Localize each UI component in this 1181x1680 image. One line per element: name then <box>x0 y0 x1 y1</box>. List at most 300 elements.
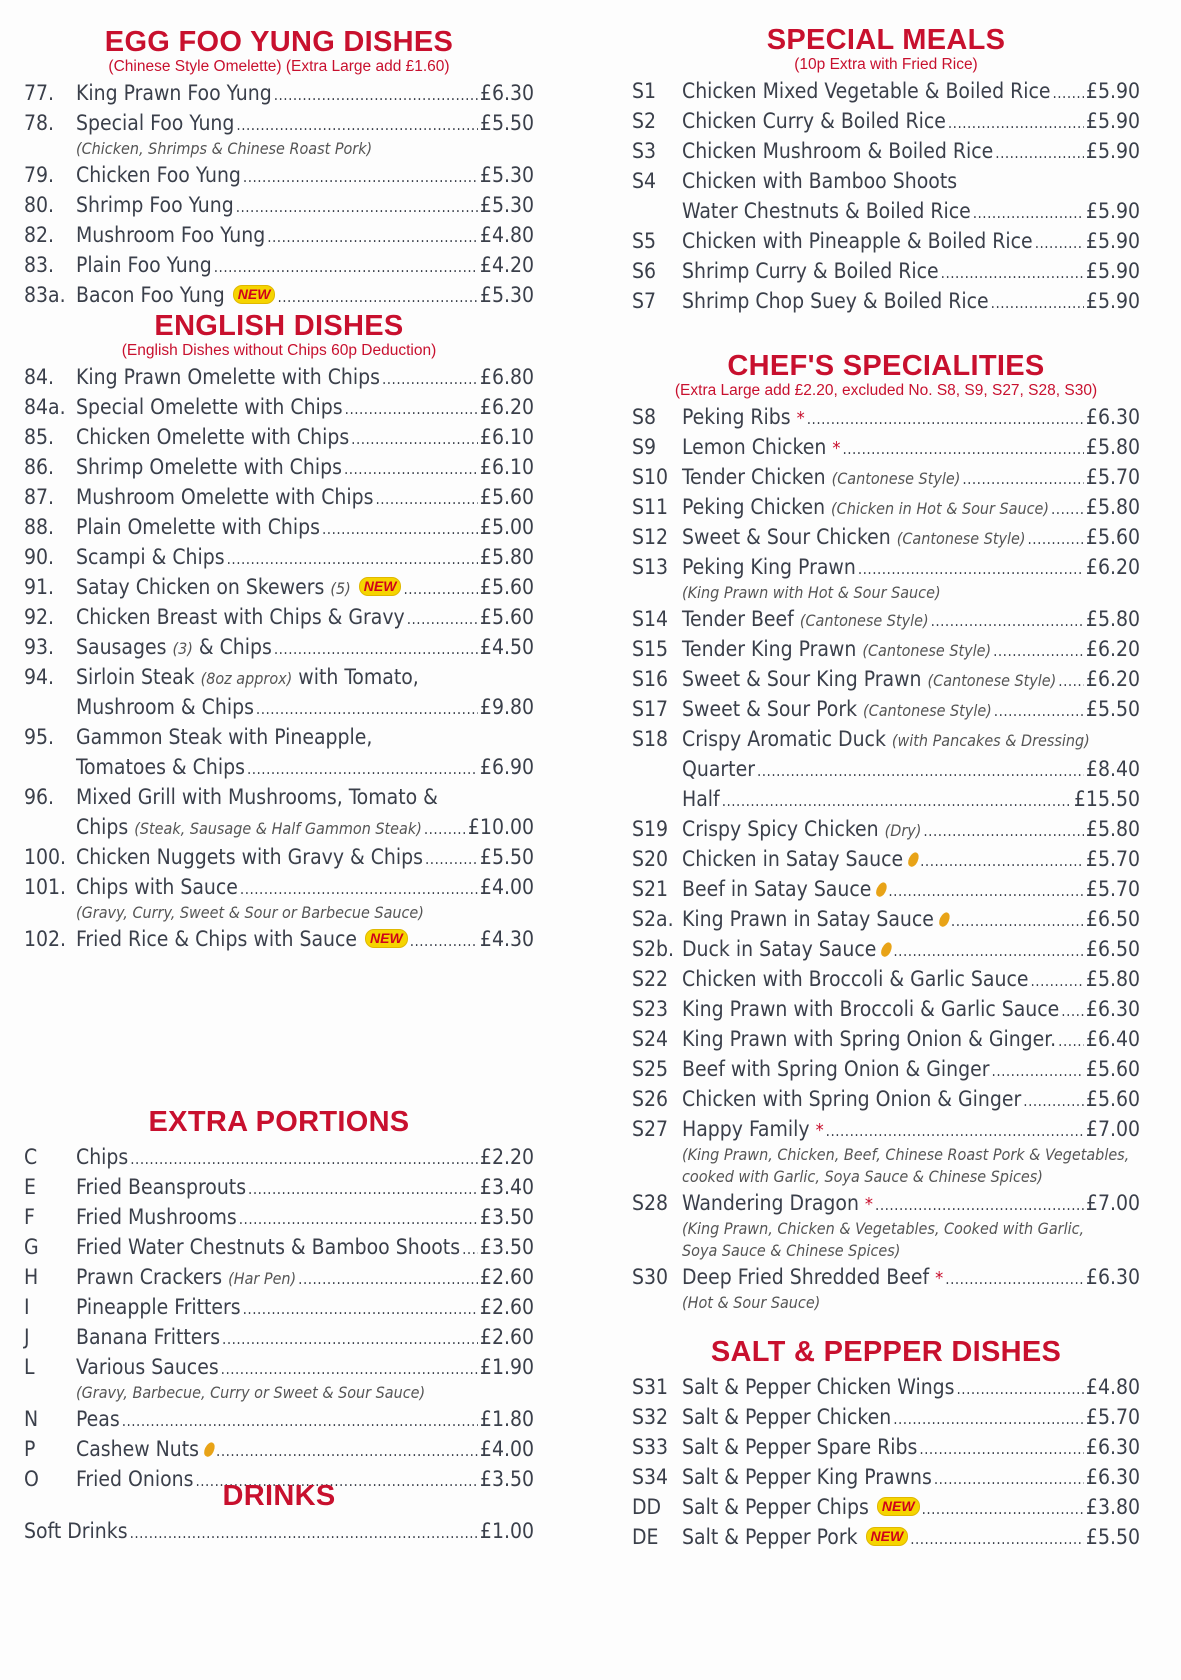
item-inline-note: (Chicken in Hot & Sour Sauce) <box>831 499 1050 518</box>
item-name <box>76 1172 246 1202</box>
item-name <box>682 522 1026 554</box>
menu-row <box>24 1232 534 1262</box>
item-price: £5.70 <box>1085 877 1140 901</box>
leader-dots <box>344 452 478 484</box>
menu-row-continued <box>24 692 534 722</box>
leader-dots <box>247 752 478 784</box>
leader-dots <box>994 694 1084 726</box>
item-inline-note: (Cantonese Style) <box>927 671 1057 690</box>
item-code: 78. <box>24 111 55 135</box>
item-name-text: Chicken Foo Yung <box>76 163 241 187</box>
item-code: S3 <box>632 139 657 163</box>
item-price: £6.10 <box>479 425 534 449</box>
item-name <box>76 722 372 752</box>
menu-item <box>632 522 1140 552</box>
menu-row <box>24 1172 534 1202</box>
item-code: S5 <box>632 229 657 253</box>
item-name <box>682 1462 932 1492</box>
leader-dots <box>267 220 478 252</box>
item-name-text: King Prawn with Broccoli & Garlic Sauce <box>682 997 1060 1021</box>
menu-item <box>632 106 1140 136</box>
item-code: S2b. <box>632 937 675 961</box>
menu-item <box>632 814 1140 844</box>
item-name-text: Gammon Steak with Pineapple, <box>76 725 373 749</box>
item-name-text: Special Foo Yung <box>76 111 235 135</box>
menu-item <box>632 664 1140 694</box>
item-name <box>76 924 408 954</box>
menu-row <box>632 694 1140 724</box>
menu-item <box>24 1516 534 1546</box>
item-name-text: Wandering Dragon <box>682 1191 859 1215</box>
item-name-text: Chicken with Broccoli & Garlic Sauce <box>682 967 1029 991</box>
peanut-icon <box>202 1441 216 1458</box>
menu-row <box>24 632 534 662</box>
item-price: £5.90 <box>1085 229 1140 253</box>
menu-row <box>632 1054 1140 1084</box>
section-title: EXTRA PORTIONS <box>148 1106 410 1138</box>
section-english-dishes <box>24 310 534 954</box>
item-description: (King Prawn, Chicken & Vegetables, Cooked with Garlic, <box>682 1219 1085 1238</box>
item-price: £5.30 <box>479 283 534 307</box>
menu-row <box>24 1352 534 1382</box>
menu-row <box>24 512 534 542</box>
item-name <box>76 78 272 108</box>
menu-item <box>24 452 534 482</box>
item-code: 83a. <box>24 283 66 307</box>
item-name-text: Chicken Curry & Boiled Rice <box>682 109 946 133</box>
leader-dots <box>239 1202 478 1234</box>
item-name-text: Beef with Spring Onion & Ginger <box>682 1057 990 1081</box>
item-code: J <box>24 1325 30 1349</box>
section-salt-pepper <box>632 1336 1140 1552</box>
section-chefs-specialities <box>632 350 1140 1314</box>
item-code: S7 <box>632 289 657 313</box>
menu-row <box>632 1024 1140 1054</box>
menu-row <box>24 602 534 632</box>
menu-item <box>632 256 1140 286</box>
menu-row <box>24 220 534 250</box>
menu-item <box>632 1432 1140 1462</box>
item-code: P <box>24 1437 36 1461</box>
item-inline-note: (Cantonese Style) <box>863 701 992 720</box>
leader-dots <box>923 814 1084 846</box>
item-price: £10.00 <box>467 815 534 839</box>
item-name-text: Various Sauces <box>76 1355 219 1379</box>
menu-row <box>632 76 1140 106</box>
item-code: S14 <box>632 607 669 631</box>
item-code: S32 <box>632 1405 669 1429</box>
item-description: cooked with Garlic, Soya Sauce & Chinese Spices) <box>682 1167 1043 1186</box>
item-name <box>76 662 419 694</box>
menu-row <box>24 482 534 512</box>
menu-item <box>24 1142 534 1172</box>
leader-dots <box>1058 1024 1084 1056</box>
item-name <box>682 166 957 196</box>
item-name-text: Fried Mushrooms <box>76 1205 237 1229</box>
item-price: £6.10 <box>479 455 534 479</box>
item-name <box>682 1114 824 1146</box>
menu-item <box>24 190 534 220</box>
item-name <box>76 632 272 664</box>
leader-dots <box>375 482 477 514</box>
item-code: O <box>24 1467 39 1491</box>
menu-row <box>24 452 534 482</box>
item-price: £6.90 <box>479 755 534 779</box>
item-name-text: Pineapple Fritters <box>76 1295 241 1319</box>
item-code: DD <box>632 1495 662 1519</box>
item-price: £6.30 <box>1085 1265 1140 1289</box>
item-price: £6.40 <box>1085 1027 1140 1051</box>
section-subtitle: (Extra Large add £2.20, excluded No. S8, S9, S27, S28, S30) <box>674 382 1098 399</box>
item-name <box>682 724 1090 756</box>
leader-dots <box>1051 492 1084 524</box>
menu-item <box>24 662 534 722</box>
item-price: £2.60 <box>479 1295 534 1319</box>
item-code: S13 <box>632 555 669 579</box>
menu-row <box>632 904 1140 934</box>
item-price: £6.50 <box>1085 907 1140 931</box>
asterisk-mark: * <box>935 1268 944 1289</box>
menu-row <box>632 874 1140 904</box>
item-name <box>76 1352 219 1382</box>
item-price: £2.60 <box>479 1265 534 1289</box>
menu-row <box>24 250 534 280</box>
item-name <box>682 1084 1021 1114</box>
menu-row <box>632 724 1140 754</box>
menu-item <box>632 286 1140 316</box>
item-name-text: Chicken Omelette with Chips <box>76 425 350 449</box>
menu-item <box>632 1492 1140 1522</box>
item-name-text: Crispy Spicy Chicken <box>682 817 879 841</box>
item-name <box>682 1024 1056 1054</box>
leader-dots <box>1028 522 1084 554</box>
menu-item <box>632 1024 1140 1054</box>
item-code: 102. <box>24 927 67 951</box>
leader-dots <box>462 1232 478 1264</box>
item-code: S17 <box>632 697 669 721</box>
leader-dots <box>322 512 478 544</box>
section-title: CHEF'S SPECIALITIES <box>727 350 1045 382</box>
item-name-text: Salt & Pepper King Prawns <box>682 1465 932 1489</box>
item-code: S8 <box>632 405 657 429</box>
item-name <box>682 874 886 904</box>
menu-item <box>632 634 1140 664</box>
item-price: £3.50 <box>479 1205 534 1229</box>
item-code: 101. <box>24 875 67 899</box>
item-name <box>682 814 921 846</box>
leader-dots <box>277 280 477 312</box>
menu-row <box>24 160 534 190</box>
menu-row <box>632 256 1140 286</box>
item-code: S2a. <box>632 907 674 931</box>
menu-item <box>24 220 534 250</box>
item-code: 91. <box>24 575 55 599</box>
leader-dots <box>130 1142 478 1174</box>
item-price: £5.50 <box>479 111 534 135</box>
item-inline-note: (with Pancakes & Dressing) <box>891 731 1090 750</box>
item-name-text: Happy Family <box>682 1117 810 1141</box>
item-name-text: Sweet & Sour Chicken <box>682 525 891 549</box>
item-price: £6.20 <box>1085 637 1140 661</box>
item-price: £5.80 <box>1085 967 1140 991</box>
leader-dots <box>722 784 1072 816</box>
menu-row <box>632 432 1140 462</box>
item-name <box>682 664 1056 696</box>
item-price: £5.90 <box>1085 139 1140 163</box>
menu-row <box>24 872 534 902</box>
menu-item <box>24 542 534 572</box>
item-price: £5.70 <box>1085 1405 1140 1429</box>
item-code: L <box>24 1355 35 1379</box>
section-subtitle: (English Dishes without Chips 60p Deduction) <box>121 342 437 359</box>
menu-item <box>24 482 534 512</box>
item-name-text: Tender King Prawn <box>682 637 857 661</box>
item-name <box>76 220 265 250</box>
item-name-text: Chicken Nuggets with Gravy & Chips <box>76 845 423 869</box>
item-name-text: Shrimp Foo Yung <box>76 193 234 217</box>
item-code: S16 <box>632 667 669 691</box>
menu-row <box>24 1202 534 1232</box>
menu-item <box>24 1202 534 1232</box>
item-name-text: Lemon Chicken <box>682 435 827 459</box>
item-name <box>682 552 856 582</box>
menu-item <box>24 1352 534 1404</box>
item-price: £6.20 <box>479 395 534 419</box>
leader-dots <box>1023 1084 1084 1116</box>
item-inline-note: (Cantonese Style) <box>799 611 929 630</box>
item-name-text: Chicken with Pineapple & Boiled Rice <box>682 229 1033 253</box>
item-inline-note: (Cantonese Style) <box>862 641 992 660</box>
item-name-text: Sirloin Steak <box>76 665 195 689</box>
item-price: £5.80 <box>1085 435 1140 459</box>
leader-dots <box>995 136 1084 168</box>
item-price: £5.60 <box>479 605 534 629</box>
item-code: 85. <box>24 425 55 449</box>
item-code: DE <box>632 1525 659 1549</box>
item-code: S9 <box>632 435 657 459</box>
leader-dots <box>842 432 1083 464</box>
asterisk-mark: * <box>864 1194 874 1215</box>
leader-dots <box>919 1432 1084 1464</box>
menu-item <box>24 362 534 392</box>
item-name <box>76 392 343 422</box>
item-name <box>682 694 992 726</box>
menu-row <box>24 392 534 422</box>
leader-dots <box>875 1188 1084 1220</box>
item-name-text: Salt & Pepper Chicken <box>682 1405 892 1429</box>
item-name <box>76 362 380 392</box>
leader-dots <box>962 462 1084 494</box>
item-price: £5.70 <box>1085 465 1140 489</box>
item-code: 82. <box>24 223 55 247</box>
section-drinks <box>24 1480 534 1546</box>
item-inline-note: (5) <box>330 579 351 598</box>
leader-dots <box>1035 226 1084 258</box>
item-name-text: Salt & Pepper Chicken Wings <box>682 1375 955 1399</box>
item-price: £6.50 <box>1085 937 1140 961</box>
item-name <box>76 872 238 902</box>
menu-row <box>632 1402 1140 1432</box>
new-badge: NEW <box>866 1527 909 1546</box>
item-inline-note: (Dry) <box>884 821 922 840</box>
item-price: £5.90 <box>1085 259 1140 283</box>
item-name <box>682 604 929 636</box>
item-name <box>682 844 918 874</box>
item-code: S11 <box>632 495 669 519</box>
item-code: E <box>24 1175 36 1199</box>
item-name-text: Chicken with Spring Onion & Ginger <box>682 1087 1022 1111</box>
item-price: £5.60 <box>1085 1087 1140 1111</box>
item-code: S27 <box>632 1117 669 1141</box>
item-name <box>76 542 225 572</box>
menu-row <box>24 78 534 108</box>
leader-dots <box>274 78 478 110</box>
item-code: S15 <box>632 637 669 661</box>
leader-dots <box>888 874 1084 906</box>
menu-item <box>24 722 534 782</box>
menu-row <box>24 362 534 392</box>
item-description: (Gravy, Curry, Sweet & Sour or Barbecue Sauce) <box>76 903 424 922</box>
menu-item <box>632 1262 1140 1314</box>
item-price: £9.80 <box>479 695 534 719</box>
item-name <box>682 1054 990 1084</box>
menu-item <box>24 572 534 602</box>
new-badge: NEW <box>359 577 402 596</box>
menu-row <box>632 1084 1140 1114</box>
item-code: 86. <box>24 455 55 479</box>
item-code: S22 <box>632 967 669 991</box>
item-name-text: Prawn Crackers <box>76 1265 223 1289</box>
item-price: £5.60 <box>1085 1057 1140 1081</box>
item-name <box>682 934 891 964</box>
menu-item <box>632 552 1140 604</box>
menu-row <box>632 1522 1140 1552</box>
section-title: SPECIAL MEALS <box>766 24 1006 56</box>
new-badge: NEW <box>877 1497 920 1516</box>
menu-list <box>24 1516 534 1546</box>
menu-row <box>24 108 534 138</box>
menu-item <box>24 422 534 452</box>
section-subtitle: (10p Extra with Fried Rice) <box>794 56 978 73</box>
item-price: £5.90 <box>1085 289 1140 313</box>
item-name-after: & Chips <box>198 635 272 659</box>
menu-item <box>24 872 534 924</box>
menu-item <box>632 874 1140 904</box>
menu-item <box>632 844 1140 874</box>
section-title: EGG FOO YUNG DISHES <box>104 26 454 58</box>
leader-dots <box>122 1404 478 1436</box>
item-name-after: with Tomato, <box>298 665 419 689</box>
item-name-text: Tender Chicken <box>682 465 826 489</box>
asterisk-mark: * <box>796 408 805 429</box>
menu-row <box>632 814 1140 844</box>
menu-row <box>632 136 1140 166</box>
item-name <box>76 1292 241 1322</box>
item-price: £4.00 <box>479 1437 534 1461</box>
item-name <box>76 482 373 512</box>
leader-dots <box>425 842 478 874</box>
menu-row-continued <box>24 752 534 782</box>
item-price: £15.50 <box>1073 787 1140 811</box>
menu-item <box>24 1172 534 1202</box>
item-name-text: Tender Beef <box>682 607 794 631</box>
peanut-icon <box>875 881 889 898</box>
item-code: 100. <box>24 845 67 869</box>
peanut-icon <box>906 851 920 868</box>
item-code: S4 <box>632 169 657 193</box>
menu-item <box>632 1054 1140 1084</box>
menu-item <box>632 904 1140 934</box>
item-price: £6.20 <box>1085 667 1140 691</box>
menu-item <box>632 166 1140 226</box>
item-price: £3.80 <box>1085 1495 1140 1519</box>
item-name-text: Chicken Mixed Vegetable & Boiled Rice <box>682 79 1051 103</box>
item-price: £4.30 <box>479 927 534 951</box>
item-price: £1.80 <box>479 1407 534 1431</box>
item-code: 95. <box>24 725 55 749</box>
menu-row <box>24 924 534 954</box>
new-badge: NEW <box>233 285 276 304</box>
leader-dots <box>130 1516 478 1548</box>
leader-dots <box>382 362 478 394</box>
item-code: S34 <box>632 1465 669 1489</box>
item-price: £5.00 <box>479 515 534 539</box>
menu-row <box>24 782 534 812</box>
item-code: H <box>24 1265 39 1289</box>
item-description: (Gravy, Barbecue, Curry or Sweet & Sour Sauce) <box>76 1383 426 1402</box>
menu-item <box>632 694 1140 724</box>
item-name-text: Chips with Sauce <box>76 875 238 899</box>
menu-item <box>632 492 1140 522</box>
menu-item <box>632 402 1140 432</box>
item-code: 96. <box>24 785 55 809</box>
peanut-icon <box>937 911 951 928</box>
menu-list <box>632 76 1140 316</box>
menu-row <box>24 722 534 752</box>
menu-row <box>632 604 1140 634</box>
item-name-text: Salt & Pepper Chips <box>682 1495 869 1519</box>
menu-item <box>632 1188 1140 1262</box>
menu-list <box>24 78 534 310</box>
menu-item <box>24 512 534 542</box>
item-name-cont: Mushroom & Chips <box>76 695 254 719</box>
item-code: G <box>24 1235 39 1259</box>
item-name-text: Chicken in Satay Sauce <box>682 847 904 871</box>
item-price: £2.20 <box>479 1145 534 1169</box>
item-price: £5.60 <box>479 575 534 599</box>
item-price: £5.80 <box>1085 607 1140 631</box>
item-name-text: Shrimp Omelette with Chips <box>76 455 342 479</box>
leader-dots <box>948 106 1084 138</box>
menu-row <box>24 572 534 602</box>
peanut-icon <box>880 941 894 958</box>
item-code: 92. <box>24 605 55 629</box>
menu-row <box>24 842 534 872</box>
item-name <box>76 452 342 482</box>
item-inline-note: (Steak, Sausage & Half Gammon Steak) <box>134 819 422 838</box>
item-inline-note: (8oz approx) <box>200 669 293 688</box>
item-description: (King Prawn, Chicken, Beef, Chinese Roast Pork & Vegetables, <box>682 1145 1130 1164</box>
item-code: 84. <box>24 365 55 389</box>
item-price: £4.80 <box>479 223 534 247</box>
menu-row <box>24 542 534 572</box>
item-price: £2.60 <box>479 1325 534 1349</box>
menu-row <box>632 1492 1140 1522</box>
item-name <box>682 256 939 286</box>
menu-item <box>632 724 1140 814</box>
item-price: £5.30 <box>479 163 534 187</box>
leader-dots <box>920 844 1084 876</box>
